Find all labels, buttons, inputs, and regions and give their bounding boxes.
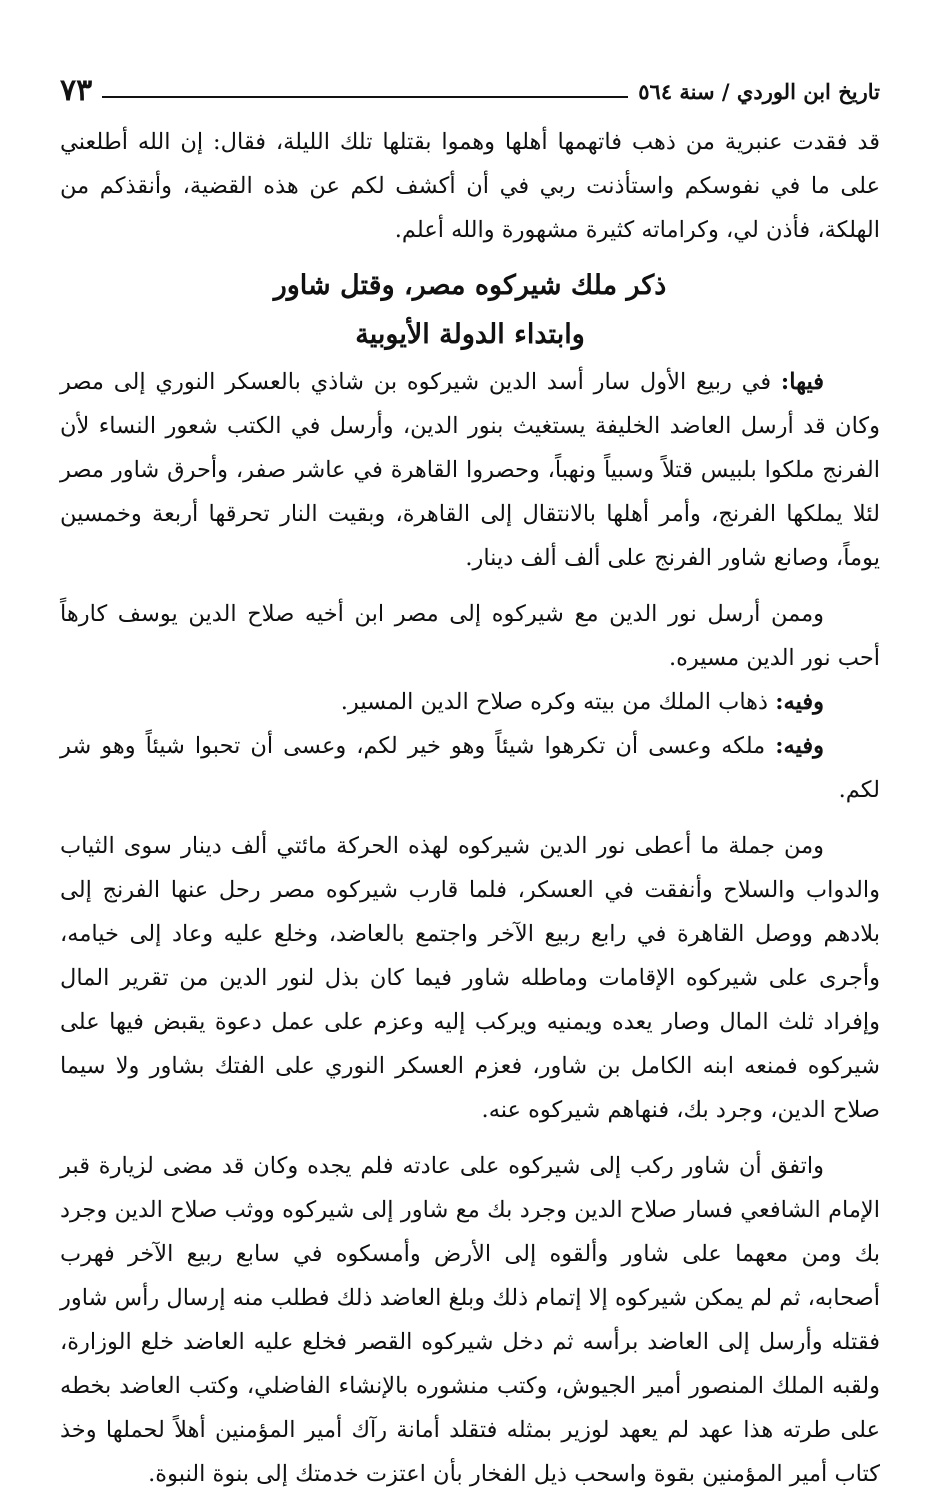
header-rule: [102, 96, 628, 98]
paragraph-lead-word: وفيه:: [775, 689, 824, 715]
paragraph-fiha: [60, 360, 880, 580]
paragraph-nur-aldin-gift: ومن جملة ما أعطى نور الدين شيركوه لهذه الحركة مائتي ألف دينار سوى الثياب والدواب والسلاح وأنفقت في العسكر، فلما قارب شيركوه مصر رحل عنها الفرنج إلى بلادهم ووصل القاهرة في رابع ربيع الآخر واجتمع بالعاضد، وخلع عليه وعاد إلى خيامه، وأجرى على شيركوه الإقامات وماطله شاور فيما كان بذل لنور الدين من تقرير المال وإفراد ثلث المال وصار يعده ويمنيه ويركب إليه وعزم على عمل دعوة يقبض فيها على شيركوه فمنعه ابنه الكامل بن شاور، فعزم العسكر النوري على الفتك بشاور ولا سيما صلاح الدين، وجرد بك، فنهاهم شيركوه عنه.: [60, 833, 881, 1123]
paragraph-text: في ربيع الأول سار أسد الدين شيركوه بن شاذي بالعسكر النوري إلى مصر وكان قد أرسل العاضد الخليفة يستغيث بنور الدين، وأرسل في الكتب شعور النساء لأن الفرنج ملكوا بلبيس قتلاً وسبياً ونهباً، وحصروا القاهرة في عاشر صفر، وأحرق شاور مصر لئلا يملكها الفرنج، وأمر أهلها بالانتقال إلى القاهرة، وبقيت النار تحرقها أربعة وخمسين يوماً، وصانع شاور الفرنج على ألف ألف دينار.: [60, 369, 880, 571]
paragraph-text: ذهاب الملك من بيته وكره صلاح الدين المسير.: [340, 689, 776, 715]
paragraph-shawar-killing: واتفق أن شاور ركب إلى شيركوه على عادته فلم يجده وكان قد مضى لزيارة قبر الإمام الشافعي فسار صلاح الدين وجرد بك مع شاور إلى شيركوه ووثب صلاح الدين وجرد بك ومن معهما على شاور وألقوه إلى الأرض وأمسكوه في سابع ربيع الآخر فهرب أصحابه، ثم لم يمكن شيركوه إلا إتمام ذلك وبلغ العاضد ذلك فطلب منه إرسال رأس شاور فقتله وأرسل إلى العاضد برأسه ثم دخل شيركوه القصر فخلع عليه العاضد خلع الوزارة، ولقبه الملك المنصور أمير الجيوش، وكتب منشوره بالإنشاء الفاضلي، وكتب العاضد بخطه على طرته هذا عهد لم يعهد لوزير بمثله فتقلد أمانة رآك أمير المؤمنين أهلاً لحملها وخذ كتاب أمير المؤمنين بقوة واسحب ذيل الفخار بأن اعتزت خدمتك إلى بنوة النبوة.: [60, 1153, 880, 1487]
paragraph-lead-word: فيها:: [780, 369, 824, 395]
paragraph-wafihi-2: [60, 724, 880, 812]
paragraph-text: ملكه وعسى أن تكرهوا شيئاً وهو خير لكم، وعسى أن تحبوا شيئاً وهو شر لكم.: [60, 733, 880, 803]
section-heading-line-2: وابتداء الدولة الأيوبية: [355, 319, 585, 350]
page-header: [60, 58, 880, 108]
paragraph-salah-aldin: وممن أرسل نور الدين مع شيركوه إلى مصر ابن أخيه صلاح الدين يوسف كارهاً أحب نور الدين مسيره.: [60, 601, 880, 671]
paragraph-continuation: قد فقدت عنبرية من ذهب فاتهمها أهلها وهموا بقتلها تلك الليلة، فقال: إن الله أطلعني على ما في نفوسكم واستأذنت ربي في أن أكشف لكم عن هذه القضية، وأنقذكم من الهلكة، فأذن لي، وكراماته كثيرة مشهورة والله أعلم.: [60, 129, 880, 243]
paragraph-lead-word: وفيه:: [775, 733, 824, 759]
paragraph-wafihi-1: [60, 680, 880, 724]
page-number: ٧٣: [60, 73, 93, 108]
running-title: تاريخ ابن الوردي / سنة ٥٦٤: [638, 79, 880, 104]
page-body: [60, 120, 880, 1496]
section-heading-line-1: ذكر ملك شيركوه مصر، وقتل شاور: [273, 270, 667, 301]
book-page: [60, 58, 881, 1487]
